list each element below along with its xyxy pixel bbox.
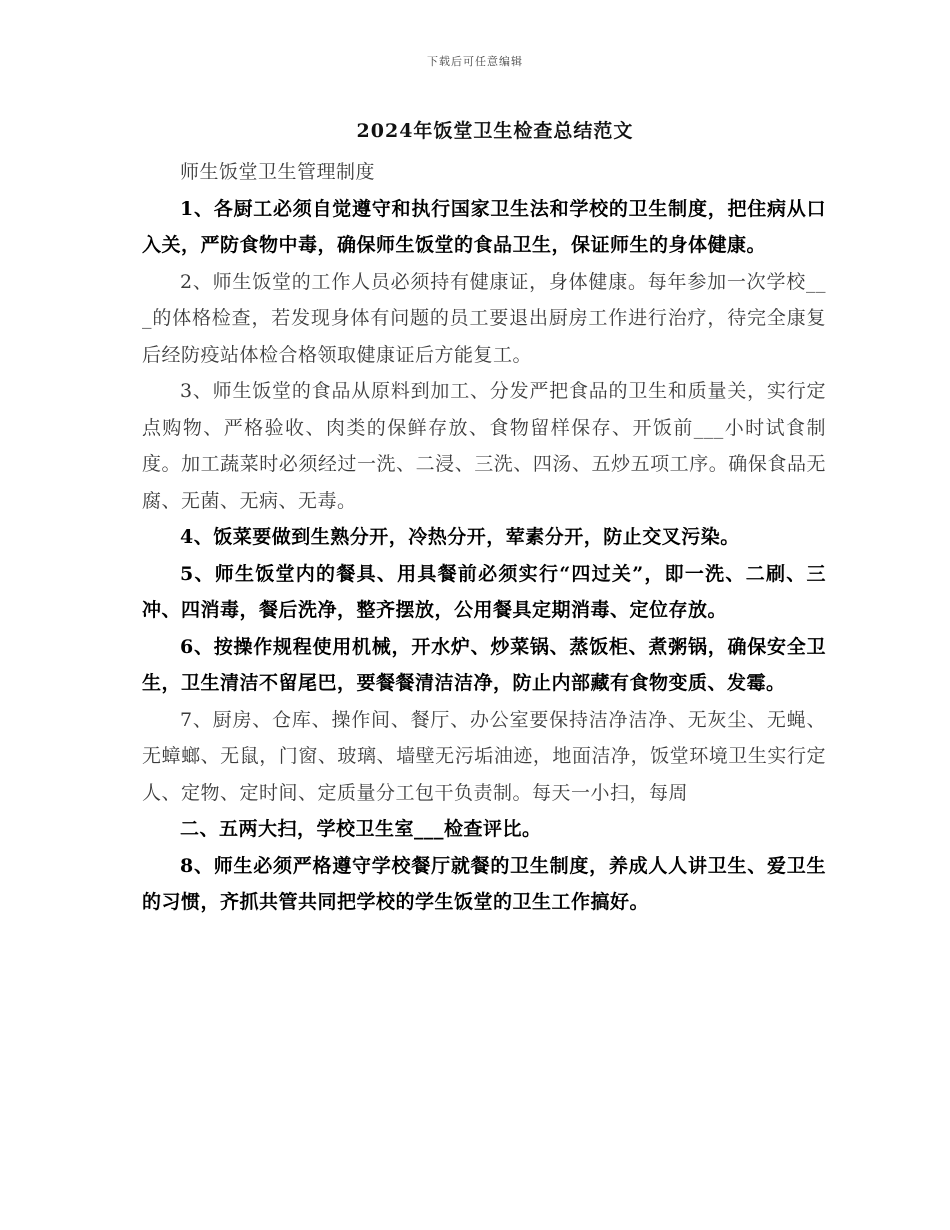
paragraph-2: 2、师生饭堂的工作人员必须持有健康证，身体健康。每年参加一次学校___的体格检查，若发现身体有问题的员工要退出厨房工作进行治疗，待完全康复后经防疫站体检合格领取健康证后方能复工。 xyxy=(142,270,826,366)
document-body xyxy=(142,154,826,921)
section-heading: 师生饭堂卫生管理制度 xyxy=(180,161,376,183)
paragraph-8: 8、师生必须严格遵守学校餐厅就餐的卫生制度，养成人人讲卫生、爱卫生的习惯，齐抓共管共同把学校的学生饭堂的卫生工作搞好。 xyxy=(142,854,826,913)
paragraph-7-continued: 二、五两大扫，学校卫生室___检查评比。 xyxy=(180,818,542,840)
paragraph-7: 7、厨房、仓库、操作间、餐厅、办公室要保持洁净洁净、无灰尘、无蝇、无蟑螂、无鼠，门窗、玻璃、墙壁无污垢油迹，地面洁净，饭堂环境卫生实行定人、定物、定时间、定质量分工包干负责制。每天一小扫，每周 xyxy=(142,708,826,804)
paragraph-3: 3、师生饭堂的食品从原料到加工、分发严把食品的卫生和质量关，实行定点购物、严格验收、肉类的保鲜存放、食物留样保存、开饭前___小时试食制度。加工蔬菜时必须经过一洗、二浸、三洗、四汤、五炒五项工序。确保食品无腐、无菌、无病、无毒。 xyxy=(142,380,826,512)
header-note: 下载后可任意编辑 xyxy=(427,55,523,68)
paragraph-1: 1、各厨工必须自觉遵守和执行国家卫生法和学校的卫生制度，把住病从口入关，严防食物中毒，确保师生饭堂的食品卫生，保证师生的身体健康。 xyxy=(142,197,826,256)
paragraph-6: 6、按操作规程使用机械，开水炉、炒菜锅、蒸饭柜、煮粥锅，确保安全卫生，卫生清洁不留尾巴，要餐餐清洁洁净，防止内部藏有食物变质、发霉。 xyxy=(142,635,826,694)
paragraph-5: 5、师生饭堂内的餐具、用具餐前必须实行“四过关”，即一洗、二刷、三冲、四消毒，餐后洗净，整齐摆放，公用餐具定期消毒、定位存放。 xyxy=(142,562,826,621)
document-title: 2024年饭堂卫生检查总结范文 xyxy=(356,120,634,142)
paragraph-4: 4、饭菜要做到生熟分开，冷热分开，荤素分开，防止交叉污染。 xyxy=(180,526,740,548)
